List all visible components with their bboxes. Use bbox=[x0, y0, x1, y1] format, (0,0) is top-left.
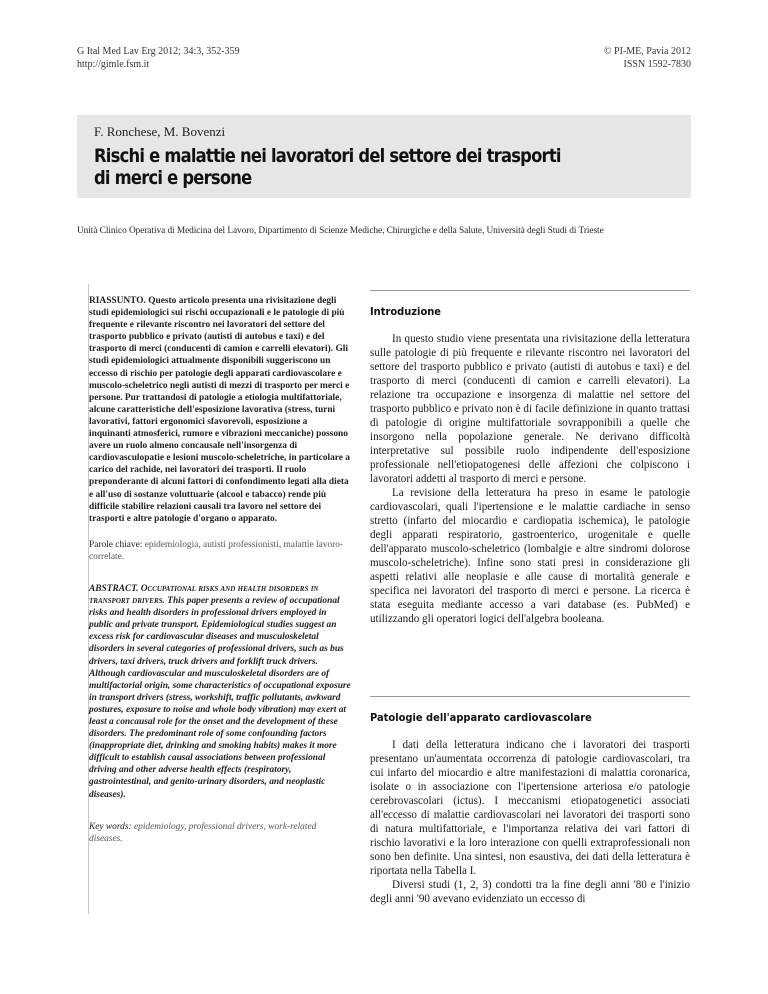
keywords-it: epidemiologia, autisti professionisti, malattie lavoro-correlate. bbox=[89, 539, 344, 562]
journal-citation bbox=[77, 45, 240, 71]
riassunto: RIASSUNTO. Questo articolo presenta una rivisitazione degli studi epidemiologici sui rischi occupazionali e le patologie di più frequente e rilevante riscontro nei lavoratori del settore del trasporto pubblico e privato (autisti di autobus e taxi) e del trasporto di merci (conducenti di camion e carrelli elevatori). Gli studi epidemiologici attualmente disponibili suggeriscono un eccesso di rischio per patologie degli apparati cardiovascolare e muscolo-scheletrico negli autisti di mezzi di trasporto per merci e persone. Pur trattandosi di patologie a etiologia multifattoriale, alcune caratteristiche dell'esposizione lavorativa (stress, turni lavorativi, fattori ergonomici sfavorevoli, esposizione a inquinanti atmosferici, rumore e vibrazioni meccaniche) possono avere un ruolo almeno concausale nell'insorgenza di cardiovasculopatie e lesioni muscolo-scheletriche, in particolare a carico del rachide, nei lavoratori dei trasporti. Il ruolo preponderante di alcuni fattori di confondimento legati alla dieta e all'uso di sostanze voluttuarie (alcool e tabacco) rende più difficile stabilire relazioni causali tra lavoro nel settore dei trasporti e altre patologie d'organo o apparato. bbox=[89, 296, 350, 524]
abstract-column bbox=[88, 284, 357, 914]
authors: F. Ronchese, M. Bovenzi bbox=[94, 124, 226, 139]
title-line-1: Rischi e malattie nei lavoratori del settore dei trasporti bbox=[94, 145, 561, 167]
heading-cardiovascolare: Patologie dell'apparato cardiovascolare bbox=[370, 711, 592, 724]
issn: ISSN 1592-7830 bbox=[623, 59, 691, 70]
abstract-text: . This paper presents a review of occupational risks and health disorders in professional drivers employed in public and private transport. Epidemiological studies suggest an excess risk for cardiovascular diseases and musculoskeletal disorders in several categories of professional drivers, such as bus drivers, taxi drivers, truck drivers and forklift truck drivers. Although cardiovascular and musculoskeletal disorders are of multifactorial origin, some characteristics of occupational exposure in transport drivers (stress, workshift, traffic pollutants, awkward postures, exposure to noise and whole body vibration) may exert at least a concausal role for the onset and the development of these disorders. The predominant role of some confounding factors (inappropriate diet, drinking and smoking habits) makes it more difficult to establish causal associations between professional driving and other adverse health effects (respiratory, gastrointestinal, and genito-urinary disorders, and neoplastic diseases). bbox=[89, 596, 351, 800]
journal-reference: G Ital Med Lav Erg 2012; 34:3, 352-359 bbox=[77, 46, 240, 57]
cardio-paragraph-2: Diversi studi (1, 2, 3) condotti tra la fine degli anni '80 e l'inizio degli anni '90 avevano evidenziato un eccesso di bbox=[370, 879, 690, 905]
keywords-label-en: Key words: bbox=[89, 821, 132, 832]
article-title bbox=[94, 145, 601, 189]
key-words bbox=[89, 821, 351, 845]
heading-introduzione: Introduzione bbox=[370, 305, 442, 318]
cardio-section bbox=[370, 696, 690, 906]
section-divider bbox=[370, 696, 690, 697]
intro-paragraph-1: In questo studio viene presentata una rivisitazione della letteratura sulle patologie di più frequente e rilevante riscontro nei lavoratori del settore del trasporto pubblico e privato (autisti di autobus e taxi) e del trasporto di merci (conducenti di camion e carrelli elevatori). La relazione tra occupazione e insorgenza di malattie nel settore del trasporto pubblico e privato non è di facile definizione in quanto trattasi di patologie di origine multifattoriale sovrapponibili a quelle che insorgono nella popolazione generale. Ne derivano difficoltà interpretative sul possibile ruolo indipendente dell'esposizione professionale nell'etiopatogenesi delle affezioni che colpiscono i lavoratori addetti al trasporto di merci e persone. bbox=[370, 333, 690, 485]
title-block bbox=[77, 115, 691, 198]
cardio-paragraph-1: I dati della letteratura indicano che i lavoratori dei trasporti presentano un'aumentata occorrenza di patologie cardiovascolari, tra cui infarto del miocardio e altre manifestazioni di malattia coronarica, isolate o in associazione con l'ipertensione arteriosa e/o patologie cerebrovascolari (ictus). I meccanismi etiopatogenetici associati all'eccesso di malattie cardiovascolari nei lavoratori dei trasporti sono di natura multifattoriale, e l'importanza relativa dei vari fattori di rischio lavorativi e la loro interazione con quelli extraprofessionali non sono ben definite. Una sintesi, non esaustiva, dei dati della letteratura è riportata nella Tabella I. bbox=[370, 739, 690, 877]
intro-paragraph-2: La revisione della letteratura ha preso in esame le patologie cardiovascolari, quali l'ipertensione e le malattie cardiache in senso stretto (infarto del miocardio e cardiopatia ischemica), le patologie degli apparati respiratorio, gastroenterico, urogenitale e quelle dell'apparato muscolo-scheletrico (lombalgie e altre sindromi dolorose muscolo-scheletriche). Infine sono stati presi in considerazione gli aspetti relativi alle neoplasie e alle cause di mortalità generale e specifica nei lavoratori del trasporto di merci e persone. La ricerca è stata eseguita mediante accesso a vari database (es. PubMed) e utilizzando gli operatori logici dell'algebra booleana. bbox=[370, 487, 690, 625]
keywords-label-it: Parole chiave: bbox=[89, 539, 143, 550]
abstract-en bbox=[89, 583, 351, 801]
section-divider bbox=[370, 290, 690, 291]
affiliation: Unità Clinico Operativa di Medicina del Lavoro, Dipartimento di Scienze Mediche, Chirurgiche e della Salute, Università degli Studi di Trieste bbox=[77, 226, 604, 236]
parole-chiave bbox=[89, 539, 351, 563]
abstract-label: ABSTRACT. bbox=[89, 583, 141, 594]
title-line-2: di merci e persone bbox=[94, 167, 252, 189]
publisher-info bbox=[604, 45, 691, 71]
keywords-en: epidemiology, professional drivers, work-related diseases. bbox=[89, 821, 317, 844]
journal-url[interactable]: http://gimle.fsm.it bbox=[77, 59, 150, 70]
body-column bbox=[370, 290, 690, 905]
abstract-title: Occupational risks and health disorders in transport drivers bbox=[89, 583, 319, 607]
copyright: © PI-ME, Pavia 2012 bbox=[603, 46, 691, 57]
